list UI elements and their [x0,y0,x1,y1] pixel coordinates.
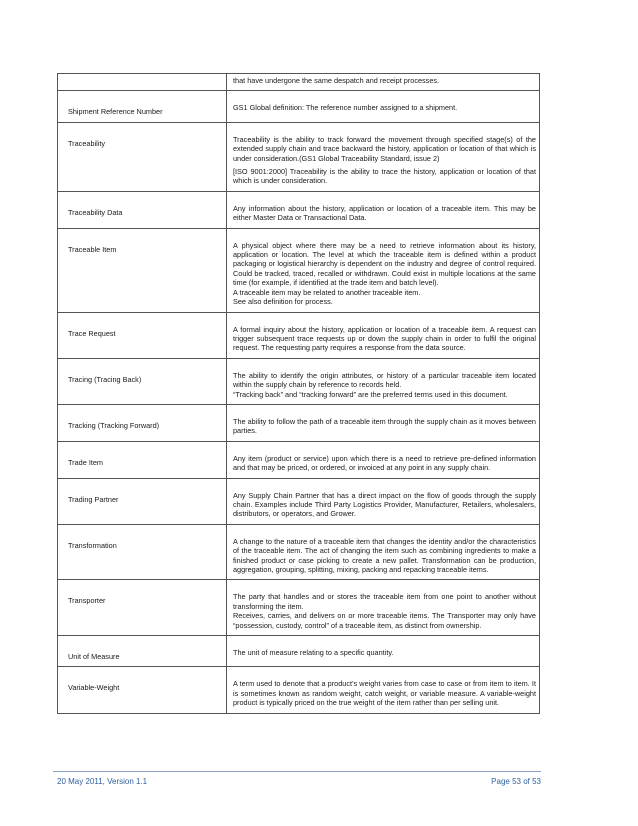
definition-paragraph: The ability to follow the path of a traceable item through the supply chain as it moves between parties. [233,416,536,436]
glossary-row [58,191,540,228]
glossary-row [58,312,540,358]
glossary-definition [227,191,540,228]
definition-paragraph: See also definition for process. [233,297,333,307]
definition-paragraph: The unit of measure relating to a specific quantity. [233,648,394,658]
definition-paragraph: A term used to denote that a product’s weight varies from case to case or from item to item. It is sometimes known as random weight, catch weight, or variable measure. A variable-weight product is typically priced on the true weight of the item rather than per selling unit. [233,679,536,708]
glossary-row [58,524,540,580]
definition-paragraph: GS1 Global definition: The reference number assigned to a shipment. [233,103,458,113]
glossary-row [58,74,540,91]
glossary-table [57,73,540,714]
glossary-row [58,122,540,191]
definition-paragraph: “Tracking back” and “tracking forward” are the preferred terms used in this document. [233,389,508,399]
definition-paragraph: The party that handles and or stores the traceable item from one point to another without transforming the item. [233,592,536,611]
definition-paragraph: Any information about the history, application or location of a traceable item. This may be either Master Data or Transactional Data. [233,203,536,223]
glossary-definition [227,312,540,358]
glossary-term: Traceability Data [58,191,227,228]
glossary-definition [227,74,540,91]
definition-paragraph: Any Supply Chain Partner that has a direct impact on the flow of goods through the supply chain. Examples include Third Party Logistics Provider, Manufacturer, Retailers, wholesalers, distributors, or operators, and Grower. [233,490,536,519]
glossary-term: Traceable Item [58,228,227,312]
definition-paragraph: A change to the nature of a traceable item that changes the identity and/or the characteristics of the traceable item. The act of changing the item such as combining ingredients to make a finished product or case picking to create a new pallet. Transformation can be production, aggregation, grouping, splitting, mixing, packing and repacking traceable items. [233,536,536,574]
glossary-row [58,478,540,524]
definition-paragraph: A traceable item may be related to another traceable item. [233,287,421,297]
definition-paragraph: [ISO 9001:2000] Traceability is the ability to trace the history, application or location of that which is under consideration. [233,167,536,186]
glossary-definition [227,228,540,312]
glossary-row [58,91,540,122]
definition-paragraph: The ability to identify the origin attributes, or history of a particular traceable item located within the supply chain by reference to records held. [233,370,536,390]
footer-divider [53,771,541,772]
footer-page-number: Page 53 of 53 [491,777,541,786]
definition-paragraph: A physical object where there may be a need to retrieve information about its history, application or location. The level at which the traceable item is defined within a product packaging or logistical hierarchy is dependent on the industry and degree of control required. Could be tracked, traced, recalled or withdrawn. Could exist in multiple locations at the same time (for example, if identified at the trade item and batch level). [233,240,536,288]
glossary-row [58,667,540,713]
glossary-term: Transformation [58,524,227,580]
glossary-body [58,74,540,714]
glossary-term: Trading Partner [58,478,227,524]
glossary-term: Unit of Measure [58,636,227,667]
glossary-row [58,580,540,636]
definition-paragraph: Receives, carries, and delivers on or more traceable items. The Transporter may only have “possession, custody, control” of a traceable item, as distinct from ownership. [233,611,536,630]
glossary-definition [227,667,540,713]
glossary-term: Trade Item [58,441,227,478]
definition-paragraph: Any item (product or service) upon which there is a need to retrieve pre-defined information and that may be priced, or ordered, or invoiced at any point in any supply chain. [233,453,536,473]
glossary-definition [227,524,540,580]
glossary-row [58,636,540,667]
glossary-term: Shipment Reference Number [58,91,227,122]
glossary-definition [227,358,540,404]
definition-paragraph: that have undergone the same despatch and receipt processes. [233,76,440,85]
glossary-term: Transporter [58,580,227,636]
glossary-row [58,441,540,478]
glossary-row [58,404,540,441]
glossary-definition [227,636,540,667]
glossary-term: Tracking (Tracking Forward) [58,404,227,441]
glossary-term: Tracing (Tracing Back) [58,358,227,404]
glossary-definition [227,580,540,636]
glossary-definition [227,91,540,122]
definition-paragraph: A formal inquiry about the history, application or location of a traceable item. A request can trigger subsequent trace requests up or down the supply chain in order to fulfil the original request. The requesting party requires a response from the data source. [233,324,536,353]
glossary-definition [227,441,540,478]
glossary-term: Trace Request [58,312,227,358]
glossary-term [58,74,227,91]
glossary-term: Traceability [58,122,227,191]
glossary-row [58,358,540,404]
glossary-term: Variable-Weight [58,667,227,713]
glossary-row [58,228,540,312]
glossary-definition [227,478,540,524]
definition-paragraph: Traceability is the ability to track forward the movement through specified stage(s) of the extended supply chain and trace backward the history, application or location of that which is under consideration.(GS1 Global Traceability Standard, issue 2) [233,134,536,163]
footer-date-version: 20 May 2011, Version 1.1 [57,777,148,786]
glossary-definition [227,404,540,441]
glossary-definition [227,122,540,191]
